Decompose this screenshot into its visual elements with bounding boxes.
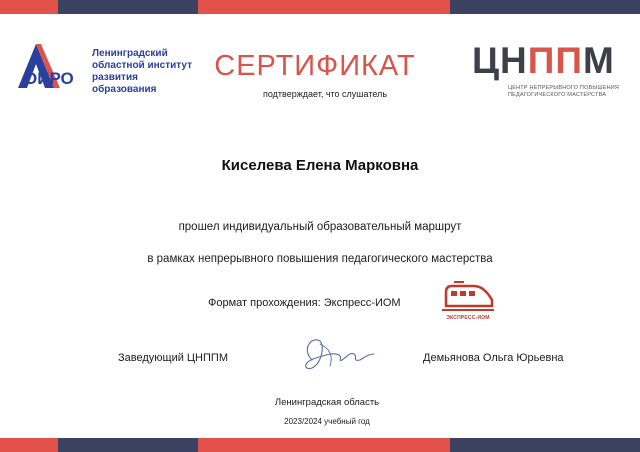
top-bar-dark-right [450, 0, 640, 14]
loiro-mark-text: ОИРО [24, 69, 74, 88]
bottom-decor-bar [0, 438, 640, 452]
bottom-bar-red-center [198, 438, 450, 452]
certificate-title: СЕРТИФИКАТ [214, 50, 416, 82]
certificate-subtitle: подтверждает, что слушатель [262, 89, 388, 99]
express-iom-logo [440, 280, 496, 326]
footer-year: 2023/2024 учебный год [284, 417, 370, 426]
bottom-bar-dark [58, 438, 198, 452]
cnppm-word-part1: ЦН [472, 40, 528, 81]
handwritten-signature [282, 330, 382, 378]
cnppm-logo-caption: ЦЕНТР НЕПРЕРЫВНОГО ПОВЫШЕНИЯ ПЕДАГОГИЧЕСКОГО МАСТЕРСТВА [508, 85, 620, 98]
loiro-logo-mark [14, 42, 94, 94]
train-icon [440, 280, 496, 314]
recipient-name: Киселева Елена Марковна [221, 157, 419, 174]
loiro-logo [14, 42, 194, 98]
top-bar-red-center [198, 0, 450, 14]
format-line: Формат прохождения: Экспресс-ИОМ [208, 297, 401, 309]
cnppm-logo [472, 40, 624, 110]
top-decor-bar [0, 0, 640, 14]
bottom-bar-dark-right [450, 438, 640, 452]
signatory-name: Демьянова Ольга Юрьевна [423, 352, 564, 364]
top-bar-dark [58, 0, 198, 14]
footer-region: Ленинградская область [274, 397, 380, 408]
bottom-bar-red-left [0, 438, 58, 452]
achievement-line: прошел индивидуальный образовательный маршрут [178, 221, 462, 233]
cnppm-logo-word [472, 40, 615, 82]
loiro-logo-text: Ленинградский областной институт развития образования [92, 48, 193, 95]
cnppm-word-part2: ПП [527, 40, 583, 81]
cnppm-word-part3: М [582, 40, 615, 81]
top-bar-red-left [0, 0, 58, 14]
signatory-role: Заведующий ЦНППМ [118, 352, 228, 364]
program-line: в рамках непрерывного повышения педагогического мастерства [147, 253, 493, 265]
express-iom-caption: ЭКСПРЕСС-ИОМ [446, 315, 490, 321]
